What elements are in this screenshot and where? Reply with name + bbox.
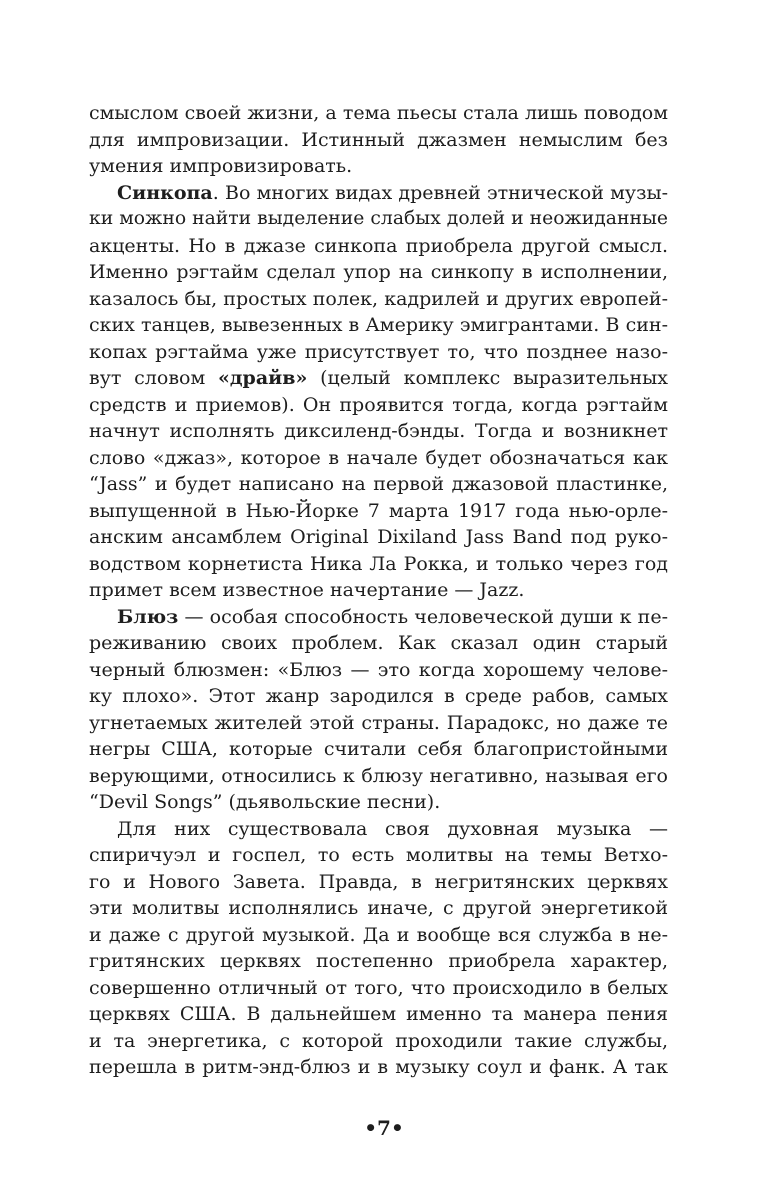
term-syncopa: Синкопа [117, 181, 213, 204]
term-drive: «драйв» [218, 367, 308, 389]
text-line: Именно рэгтайм сделал упор на синкопу в исполнении, [89, 261, 668, 283]
text-line: ки можно найти выделение слабых долей и неожиданные [89, 208, 668, 229]
text-line: ских танцев, вывезенных в Америку эмигрантами. В син- [89, 314, 668, 336]
text-line: ку плохо». Этот жанр зародился в среде рабов, самых [89, 685, 668, 707]
text-line: слово «джаз», которое в начале будет обозначаться как [89, 446, 668, 469]
text-line: Блюз — особая способность человеческой души к пе- [117, 605, 668, 628]
text-line: “Jass” и будет написано на первой джазовой пластинке, [89, 473, 668, 495]
text-line: угнетаемых жителей этой страны. Парадокс, но даже те [89, 711, 668, 734]
text-line: “Devil Songs” (дьявольские песни). [89, 791, 441, 813]
text-line: реживанию своих проблем. Как сказал один старый [89, 632, 668, 654]
text-line: смыслом своей жизни, а тема пьесы стала лишь поводом [89, 102, 668, 124]
text-line: церквях США. В дальнейшем именно та манера пения [89, 1003, 668, 1025]
text-line: вут словом «драйв» (целый комплекс выразительных [89, 367, 668, 389]
text-line: и даже с другой музыкой. Да и вообще вся служба в не- [89, 923, 668, 946]
text-line: анским ансамблем Original Dixiland Jass Band под руко- [89, 526, 668, 548]
text-line: примет всем известное начертание — Jazz. [89, 579, 525, 601]
text-line: водством корнетиста Ника Ла Рокка, и только через год [89, 552, 668, 575]
text-line: средств и приемов). Он проявится тогда, когда рэгтайм [89, 393, 668, 416]
text-line: и та энергетика, с которой проходили такие службы, [89, 1029, 668, 1052]
text-line: верующими, относились к блюзу негативно, называя его [89, 764, 668, 787]
text-line: копах рэгтайма уже присутствует то, что позднее назо- [89, 340, 668, 363]
text-line: для импровизации. Истинный джазмен немыслим без [89, 128, 668, 151]
text-line: спиричуэл и госпел, то есть молитвы на темы Ветхо- [89, 844, 668, 866]
text-line: эти молитвы исполнялись иначе, с другой энергетикой [89, 897, 668, 919]
text-line: го и Нового Завета. Правда, в негритянских церквях [89, 870, 668, 893]
text-line: перешла в ритм-энд-блюз и в музыку соул и фанк. А так [89, 1056, 668, 1078]
text-line: казалось бы, простых полек, кадрилей и других европей- [89, 287, 668, 310]
text-line: Синкопа. Во многих видах древней этнической музы- [117, 181, 668, 204]
term-blues: Блюз [117, 605, 179, 628]
text-line: совершенно отличный от того, что происходило в белых [89, 976, 668, 999]
text-line: начнут исполнять диксиленд-бэнды. Тогда и возникнет [89, 420, 668, 442]
text-line: гритянских церквях постепенно приобрела характер, [89, 950, 668, 972]
text-line: черный блюзмен: «Блюз — это когда хорошему челове- [89, 658, 668, 681]
text-line: акценты. Но в джазе синкопа приобрела другой смысл. [89, 234, 668, 257]
text-line: умения импровизировать. [89, 155, 353, 177]
body-text [89, 100, 668, 1081]
text-line: негры США, которые считали себя благопристойными [89, 738, 668, 760]
text-line: выпущенной в Нью-Йорке 7 марта 1917 года нью-орле- [89, 499, 668, 522]
page-number: •7• [364, 1116, 404, 1140]
text-line: Для них существовала своя духовная музыка — [117, 817, 668, 840]
